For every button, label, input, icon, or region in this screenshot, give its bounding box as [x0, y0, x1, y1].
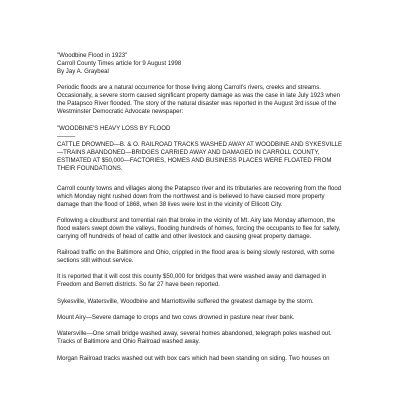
body-paragraph: Watersville—One small bridge washed away, several homes abandoned, telegraph poles washed out. Tracks of Baltimore and Ohio Railroad washed away. — [57, 330, 332, 346]
subheadline: CATTLE DROWNED—B. & O. RAILROAD TRACKS WASHED AWAY AT WOODBINE AND SYKESVILLE—TRAINS ABANDONED—BRIDGES CARRIED AWAY AND DAMAGED IN CARROLL COUNTY, ESTIMATED AT $50,000—FACTORIES, HOMES AND BUSINESS PLACES WERE FLOATED FROM THEIR FOUNDATIONS. — [57, 140, 343, 172]
quoted-headline-block — [57, 125, 343, 173]
body-paragraph: Mount Airy—Severe damage to crops and two cows drowned in pasture near river bank. — [57, 314, 295, 322]
body-paragraph: It is reported that it will cost this county $50,000 for bridges that were washed away and damaged in Freedom and Berrett districts. So far 27 have been reported. — [57, 273, 327, 289]
intro-paragraph: Periodic floods are a natural occurrence for those living along Carroll's rivers, creeks and streams. Occasionally, a severe storm caused significant property damage as was the case in late July 1923 when the Patapsco River flooded. The story of the natural disaster was reported in the August 3rd issue of the Westminster Democratic Advocate newspaper: — [57, 84, 341, 116]
body-paragraph: Following a cloudburst and torrential rain that broke in the vicinity of Mt. Airy late Monday afternoon, the flood waters swept down the valleys, flooding hundreds of homes, forcing the occupants to flee for safety, carrying off hundreds of head of cattle and other livestock and causing great property damage. — [57, 216, 341, 240]
headline: "WOODBINE'S HEAVY LOSS BY FLOOD — [57, 124, 171, 132]
body-paragraph: Carroll county towns and villages along the Patapsco river and its tributaries are recovering from the flood which Monday night rushed down from the northwest and is believed to have caused more property damage than the flood of 1868, when 38 lives were lost in the vicinity of Ellicott City. — [57, 184, 342, 208]
byline: By Jay A. Graybeal — [57, 68, 109, 75]
article-header — [57, 52, 343, 76]
body-paragraph: Sykesville, Watersville, Woodbine and Marriottsville suffered the greatest damage by the storm. — [57, 297, 314, 305]
body-paragraph: Railroad traffic on the Baltimore and Ohio, crippled in the flood area is being slowly restored, with some sections still without service. — [57, 249, 335, 265]
headline-rule: ——— — [57, 132, 76, 140]
source-line: Carroll County Times article for 9 August 1998 — [57, 60, 182, 67]
column-title: "Woodbine Flood in 1923" — [57, 52, 128, 59]
body-paragraph: Morgan Railroad tracks washed out with box cars which had been standing on siding. Two houses on — [57, 354, 330, 362]
